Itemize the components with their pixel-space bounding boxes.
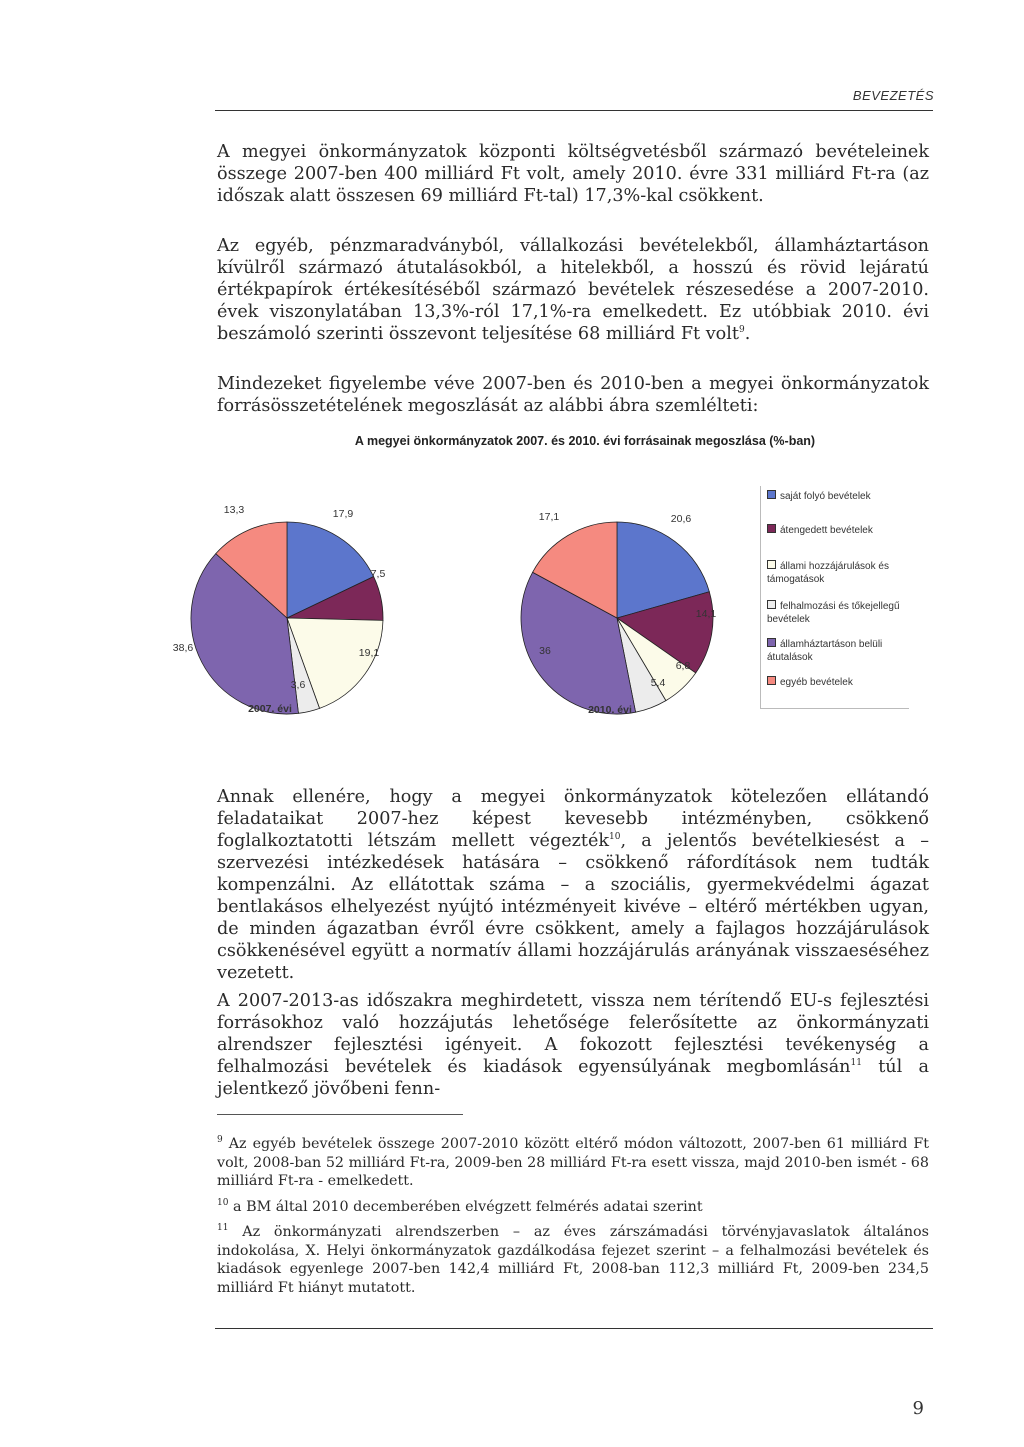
footnote-text: Az önkormányzati alrendszerben – az éves zárszámadási törvényjavaslatok általános indokolása, X. Helyi önkormányzatok gazdálkodása fejezet szerint – a felhalmozási bevételek és kiadások egyenlege 2007-ben 142,4 milliárd Ft, 2008-ban 112,3 milliárd Ft, 2009-ben 234,5 milliárd Ft hiányt mutatott. [217, 1224, 929, 1296]
paragraph-5-text [217, 990, 929, 1100]
legend-swatch [767, 600, 776, 609]
paragraph-3-text: Mindezeket figyelembe véve 2007-ben és 2010-ben a megyei önkormányzatok forrásösszetételének megoszlását az alábbi ábra szemlélteti: [217, 374, 929, 416]
page-number: 9 [912, 1398, 924, 1419]
pie-2010-label-6: 17,1 [538, 511, 560, 523]
footnote-ref-9[interactable]: 9 [738, 325, 745, 336]
legend-item [767, 676, 907, 689]
pie-2010-label-5: 36 [539, 645, 551, 657]
pie-2007-label-5: 38,6 [172, 642, 194, 654]
chart-title: A megyei önkormányzatok 2007. és 2010. évi forrásainak megoszlása (%-ban) [354, 434, 816, 448]
legend-label: felhalmozási és tőkejellegű bevételek [767, 601, 900, 625]
legend-item [767, 638, 907, 664]
legend-swatch [767, 638, 776, 647]
footnote-10 [217, 1198, 929, 1217]
pie-2010-label-2: 14,1 [695, 608, 717, 620]
footnote-number: 9 [217, 1135, 223, 1146]
footnote-separator [217, 1114, 463, 1115]
paragraph-4-text [217, 786, 929, 984]
pie-2007-caption: 2007. évi [248, 703, 292, 715]
footnote-ref-10[interactable]: 10 [609, 832, 621, 843]
legend-label: egyéb bevételek [780, 677, 853, 688]
pie-2010-label-3: 6,8 [675, 660, 691, 672]
footnote-9 [217, 1135, 929, 1191]
pie-2007-label-3: 19,1 [358, 647, 380, 659]
legend-swatch [767, 490, 776, 499]
legend-label: saját folyó bevételek [780, 491, 871, 502]
paragraph-5-body: A 2007-2013-as időszakra meghirdetett, vissza nem térítendő EU-s fejlesztési forrásokhoz való hozzájutás lehetősége felerősítette az önkormányzati alrendszer fejlesztési igényeit. A fokozott fejlesztési tevékenység a felhalmozási bevételek és kiadások egyensúlyának megbomlásán [217, 991, 929, 1077]
paragraph-5-rest: túl a jelentkező jövőbeni fenn- [217, 1057, 930, 1099]
paragraph-1-text: A megyei önkormányzatok központi költségvetésből származó bevételeinek összege 2007-ben 400 milliárd Ft volt, amely 2010. évre 331 milliárd Ft-ra (az időszak alatt összesen 69 milliárd Ft-tal) 17,3%-kal csökkent. [217, 142, 929, 206]
legend-swatch [767, 560, 776, 569]
footnote-text: Az egyéb bevételek összege 2007-2010 között eltérő módon változott, 2007-ben 61 milliárd Ft volt, 2008-ban 52 milliárd Ft-ra, 2009-ben 28 milliárd Ft-ra esett vissza, majd 2010-ben ismét - 68 milliárd Ft-ra - emelkedett. [217, 1136, 929, 1189]
pie-2007-label-2: 7,5 [370, 568, 386, 580]
pie-2010-label-1: 20,6 [670, 513, 692, 525]
footnote-11 [217, 1223, 929, 1297]
paragraph-5 [217, 990, 929, 1100]
paragraph-4 [217, 786, 929, 984]
legend-item [767, 560, 907, 586]
legend-label: átengedett bevételek [780, 525, 873, 536]
footnotes [217, 1135, 929, 1304]
paragraph-4-rest: , a jelentős bevételkiesést a – szervezési intézkedések hatására – csökkenő ráfordítások nem tudták kompenzálni. Az ellátottak száma – a szociális, gyermekvédelmi ágazat bentlakásos elhelyezést nyújtó intézményeit kivéve – eltérő mértékben ugyan, de minden ágazatban évről évre csökkent, amely a fajlagos hozzájárulások csökkenésével együtt a normatív állami hozzájárulás arányának visszaeséséhez vezetett. [217, 831, 929, 983]
footnote-ref-11[interactable]: 11 [850, 1058, 862, 1069]
pie-2010-label-4: 5,4 [650, 677, 666, 689]
footnote-number: 10 [217, 1197, 229, 1208]
footer-rule [215, 1328, 933, 1329]
chart-legend [760, 486, 909, 709]
pie-2007-label-6: 13,3 [223, 504, 245, 516]
legend-swatch [767, 524, 776, 533]
pie-2010-caption: 2010. évi [588, 704, 632, 716]
legend-item [767, 490, 907, 503]
legend-label: állami hozzájárulások és támogatások [767, 561, 889, 585]
legend-item [767, 600, 907, 626]
running-header: BEVEZETÉS [852, 88, 934, 103]
legend-item [767, 524, 907, 537]
paragraph-2-body: Az egyéb, pénzmaradványból, vállalkozási bevételekből, államháztartáson kívülről származó átutalásokból, a hitelekből, a hosszú és rövid lejáratú értékpapírok értékesítéséből származó bevételek részesedése a 2007-2010. évek viszonylatában 13,3%-ról 17,1%-ra emelkedett. Ez utóbbiak 2010. évi beszámoló szerinti összevont teljesítése 68 milliárd Ft volt [217, 236, 929, 344]
pie-2007-label-4: 3,6 [290, 679, 306, 691]
legend-label: államháztartáson belüli átutalások [767, 639, 883, 663]
pie-2007-label-1: 17,9 [332, 508, 354, 520]
footnote-number: 11 [217, 1223, 229, 1234]
paragraph-4-body: Annak ellenére, hogy a megyei önkormányzatok kötelezően ellátandó feladataikat 2007-hez képest kevesebb intézményben, csökkenő foglalkoztatotti létszám mellett végezték [217, 787, 929, 851]
paragraph-2-end: . [744, 324, 751, 344]
footnote-text: a BM által 2010 decemberében elvégzett felmérés adatai szerint [233, 1198, 703, 1215]
legend-swatch [767, 676, 776, 685]
